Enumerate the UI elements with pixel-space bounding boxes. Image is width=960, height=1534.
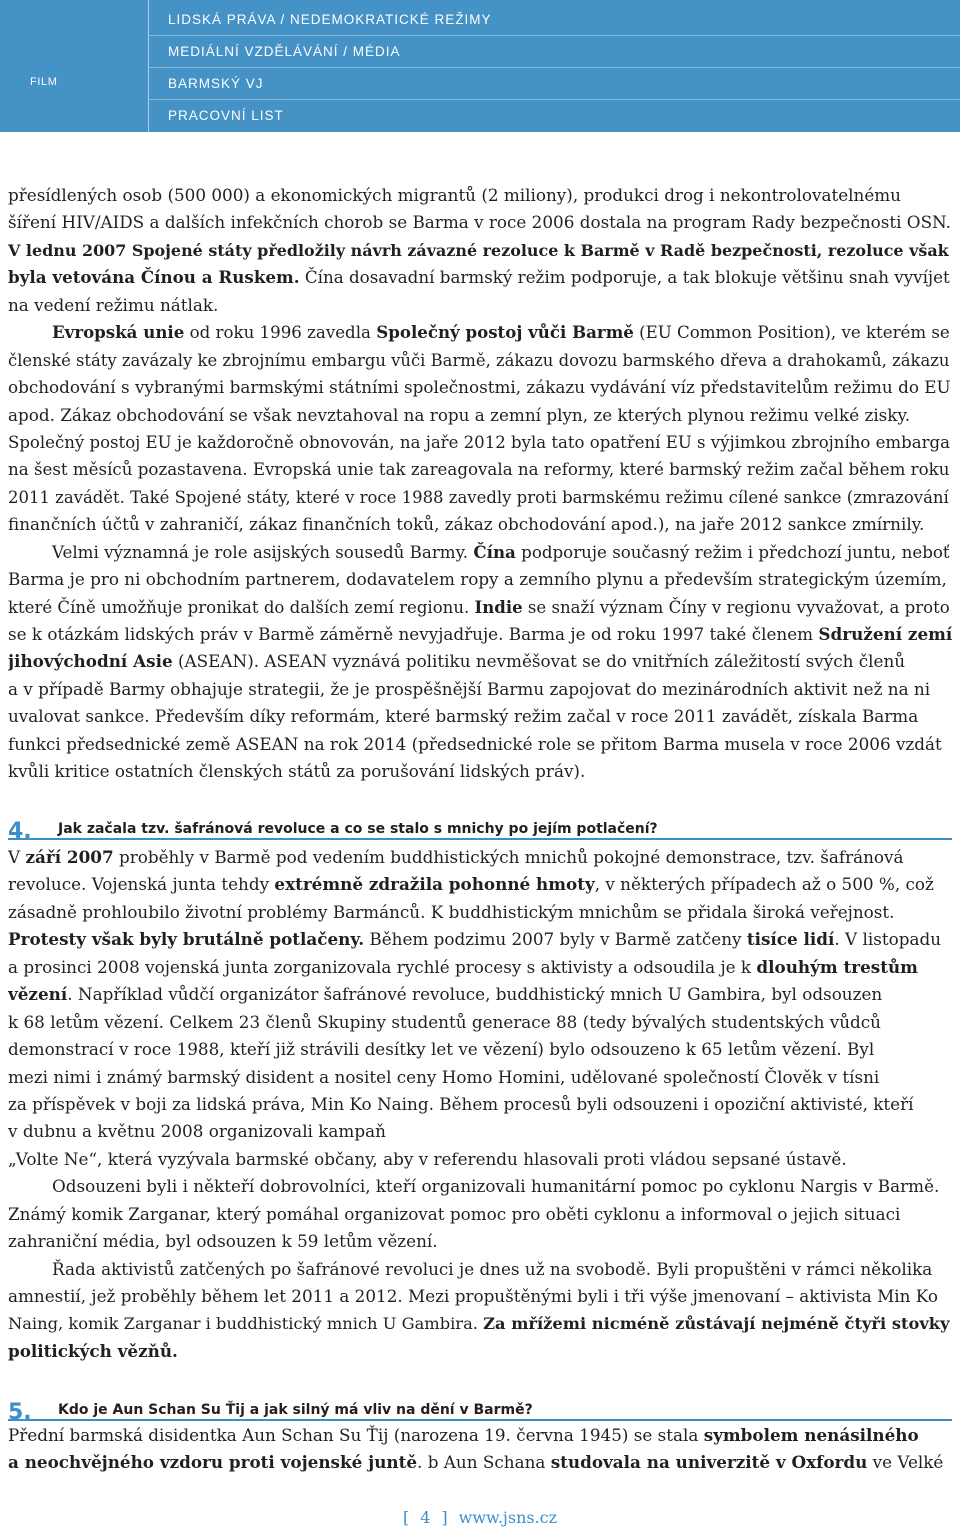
bold-text-run: září 2007 <box>25 847 114 867</box>
text-run: proběhly v Barmě pod vedením buddhistických mnichů pokojné demonstrace, tzv. šafránová <box>113 847 904 867</box>
bold-text-run: Evropská unie <box>52 322 185 343</box>
text-line <box>8 484 952 511</box>
text-run: V <box>8 847 26 867</box>
bold-text-run: vězení <box>8 984 68 1005</box>
paragraph <box>8 182 952 319</box>
page-bracket-close: ] <box>441 1508 448 1527</box>
bold-text-run: Společný postoj vůči Barmě <box>376 322 634 343</box>
text-run: kvůli kritice ostatních členských států za porušování lidských práv). <box>8 761 586 782</box>
text-line <box>8 237 952 264</box>
header-row-subject: MEDIÁLNÍ VZDĚLÁVÁNÍ / MÉDIA <box>149 36 960 68</box>
text-run: . Například vůdčí organizátor šafránové revoluce, buddhistický mnich U Gambira, byl odsouzen <box>67 984 883 1005</box>
text-line <box>8 402 952 429</box>
bold-text-run: jihovýchodní Asie <box>8 651 173 672</box>
header-section-label: FILM <box>30 76 58 88</box>
bold-text-run: dlouhým trestům <box>756 956 918 977</box>
text-line <box>8 1118 952 1145</box>
text-run: (ASEAN). ASEAN vyznává politiku nevměšovat se do vnitřních záležitostí svých členů <box>172 651 906 672</box>
bold-text-run: politických vězňů. <box>8 1340 178 1361</box>
text-run: šíření HIV/AIDS a dalších infekčních chorob se Barma v roce 2006 dostala na program Rady bezpečnosti OSN. <box>8 212 952 233</box>
text-run: přesídlených osob (500 000) a ekonomických migrantů (2 miliony), produkci drog i nekontrolovatelnému <box>8 185 901 205</box>
header-row-film-title: BARMSKÝ VJ <box>149 68 960 100</box>
text-run: Odsouzeni byli i někteří dobrovolníci, kteří organizovali humanitární pomoc po cyklonu Nargis v Barmě. <box>52 1176 940 1197</box>
text-run: Přední barmská disidentka Aun Schan Su Ťij (narozena 19. června 1945) se stala <box>8 1425 704 1445</box>
text-line <box>8 926 952 953</box>
text-run: Společný postoj EU je každoročně obnovován, na jaře 2012 byla tato opatření EU s výjimkou zbrojního embarga <box>8 432 950 452</box>
text-line <box>8 511 952 538</box>
text-run: . b Aun Schana <box>417 1452 551 1473</box>
text-run: za příspěvek v boji za lidská práva, Min Ko Naing. Během procesů byli odsouzeni i opoziční aktivisté, kteří <box>8 1093 914 1114</box>
header-band <box>0 0 960 132</box>
text-line <box>8 209 952 236</box>
text-run: uvalovat sankce. Především díky reformám, které barmský režim začal v roce 2011 zavádět, získala Barma <box>8 706 919 727</box>
paragraph <box>8 1422 952 1477</box>
text-run: členské státy zavázaly ke zbrojnímu embargu vůči Barmě, zákazu dovozu barmského dřeva a drahokamů, zákazu <box>8 350 950 370</box>
text-run: v dubnu a květnu 2008 organizovali kampaň <box>8 1121 386 1142</box>
body-text <box>8 182 952 786</box>
text-line <box>8 1422 952 1449</box>
text-run: a prosinci 2008 vojenská junta zorganizovala rychlé procesy s aktivisty a odsoudila je k <box>8 956 757 977</box>
bold-text-run: extrémně zdražila pohonné hmoty <box>274 874 595 895</box>
text-run: „Volte Ne“, která vyzývala barmské občany, aby v referendu hlasovali proti vládou sepsané ústavě. <box>8 1148 847 1169</box>
bold-text-run: studovala na univerzitě v Oxfordu <box>550 1452 868 1473</box>
text-line <box>8 1310 952 1337</box>
text-line <box>8 1146 952 1173</box>
text-line <box>8 1064 952 1091</box>
text-line <box>8 731 952 758</box>
text-line <box>8 374 952 401</box>
answer-text <box>8 844 952 1365</box>
text-line <box>8 703 952 730</box>
text-run: funkci předsednické země ASEAN na rok 2014 (předsednické role se přitom Barma musela v roce 2006 vzdát <box>8 733 942 754</box>
text-run: (EU Common Position), ve kterém se <box>633 323 950 343</box>
bold-text-run: Protesty však byly brutálně potlačeny. <box>8 929 365 950</box>
text-run: apod. Zákaz obchodování se však nevztahoval na ropu a zemní plyn, ze kterých plynou režimu velké zisky. <box>8 404 911 425</box>
text-run: 2011 zavádět. Také Spojené státy, které v roce 1988 zavedly proti barmskému režimu cílené sankce (zmrazování <box>8 487 949 507</box>
bold-text-run: V lednu 2007 Spojené státy předložily návrh závazné rezoluce k Barmě v Radě bezpečnosti, rezoluce však <box>8 240 949 260</box>
text-line <box>8 1036 952 1063</box>
page-bracket-open: [ <box>402 1508 410 1527</box>
text-line <box>8 456 952 483</box>
text-run: od roku 1996 zavedla <box>184 323 377 343</box>
paragraph <box>8 1256 952 1366</box>
text-run: Známý komik Zarganar, který pomáhal organizovat pomoc pro oběti cyklonu a informoval o jejich situaci <box>8 1203 901 1224</box>
text-line <box>8 621 952 648</box>
paragraph <box>8 539 952 786</box>
text-line <box>8 844 952 871</box>
text-run: zahraniční média, byl odsouzen k 59 letům vězení. <box>8 1231 438 1252</box>
text-line <box>8 1449 952 1476</box>
text-line <box>8 981 952 1008</box>
text-line <box>8 871 952 898</box>
text-run: Velmi významná je role asijských sousedů Barmy. <box>52 542 474 562</box>
text-run: se k otázkám lidských práv v Barmě záměrně nevyjadřuje. Barma je od roku 1997 také členem <box>8 624 819 644</box>
text-run: Čína dosavadní barmský režim podporuje, a tak blokuje většinu snah vyvíjet <box>299 267 950 288</box>
text-run: amnestií, jež proběhly během let 2011 a 2012. Mezi propuštěnými byli i tři výše jmenovaní – aktivista Min Ko <box>8 1286 938 1306</box>
text-run: Naing, komik Zarganar i buddhistický mnich U Gambira. <box>8 1314 484 1334</box>
text-line <box>8 758 952 785</box>
text-run: revoluce. Vojenská junta tehdy <box>8 874 275 895</box>
text-run: . V listopadu <box>834 929 942 950</box>
paragraph <box>8 319 952 539</box>
text-run: podporuje současný režim i předchozí juntu, neboť <box>515 542 950 562</box>
text-line <box>8 1091 952 1118</box>
text-line <box>8 1201 952 1228</box>
text-run: na šest měsíců pozastavena. Evropská unie tak zareagovala na reformy, které barmský režim začal během roku <box>8 460 950 480</box>
text-run: mezi nimi i známý barmský disident a nositel ceny Homo Homini, udělované společností Člověk v tísni <box>8 1066 880 1087</box>
text-run: se snaží význam Číny v regionu vyvažovat, a proto <box>522 597 950 617</box>
text-line <box>8 594 952 621</box>
text-line <box>8 292 952 319</box>
text-run: Barma je pro ni obchodním partnerem, dodavatelem ropy a zemního plynu a především strategickým územím, <box>8 569 947 590</box>
text-run: obchodování s vybranými barmskými státními společnostmi, zákazu vydávání víz představitelům režimu do EU <box>8 377 951 398</box>
text-line <box>8 1173 952 1200</box>
text-run: k 68 letům vězení. Celkem 23 členů Skupiny studentů generace 88 (tedy bývalých studentských vůdců <box>8 1011 881 1032</box>
text-line <box>8 899 952 926</box>
header-row-document-type: PRACOVNÍ LIST <box>168 108 284 123</box>
text-line <box>8 1228 952 1255</box>
footer <box>0 1505 960 1531</box>
text-run: na vedení režimu nátlak. <box>8 294 219 315</box>
text-run: finančních účtů v zahraničí, zákaz finančních toků, zákaz obchodování apod.), na jaře 2012 sankce zmírnily. <box>8 514 925 535</box>
paragraph <box>8 1173 952 1255</box>
text-run: Řada aktivistů zatčených po šafránové revoluci je dnes už na svobodě. Byli propuštěni v rámci několika <box>52 1258 933 1279</box>
text-run: , v některých případech až o 500 %, což <box>594 874 934 895</box>
header-row-topic: LIDSKÁ PRÁVA / NEDEMOKRATICKÉ REŽIMY <box>149 4 960 36</box>
bold-text-run: symbolem nenásilného <box>703 1425 919 1445</box>
question-heading <box>8 1393 952 1425</box>
bold-text-run: byla vetována Čínou a Ruskem. <box>8 267 300 288</box>
bold-text-run: Sdružení zemí <box>818 624 952 644</box>
text-run: které Číně umožňuje pronikat do dalších zemí regionu. <box>8 597 475 617</box>
website-link[interactable]: www.jsns.cz <box>458 1508 558 1527</box>
text-line <box>8 347 952 374</box>
bold-text-run: Indie <box>474 596 523 617</box>
question-number: 4. <box>8 819 32 844</box>
text-run: a v případě Barmy obhajuje strategii, že je prospěšnější Barmu zapojovat do mezinárodních aktivit než na ni <box>8 678 931 699</box>
text-run: zásadně prohloubilo životní problémy Barmánců. K buddhistickým mnichům se přidala široká veřejnost. <box>8 901 895 922</box>
question-text: Jak začala tzv. šafránová revoluce a co se stalo s mnichy po jejím potlačení? <box>58 821 658 837</box>
question-heading <box>8 812 952 844</box>
bold-text-run: a neochvějného vzdoru proti vojenské juntě <box>8 1452 418 1473</box>
text-run: Během podzimu 2007 byly v Barmě zatčeny <box>364 929 747 950</box>
text-line <box>8 954 952 981</box>
text-line <box>8 539 952 566</box>
paragraph <box>8 844 952 1173</box>
text-line <box>8 429 952 456</box>
text-line <box>8 319 952 346</box>
text-line <box>8 1283 952 1310</box>
text-line <box>8 676 952 703</box>
question-number: 5. <box>8 1400 32 1425</box>
text-line <box>8 1009 952 1036</box>
page-number: 4 <box>420 1508 431 1527</box>
answer-text <box>8 1422 952 1477</box>
text-line <box>8 264 952 291</box>
text-line <box>8 566 952 593</box>
bold-text-run: Čína <box>473 541 516 562</box>
text-line <box>8 648 952 675</box>
text-line <box>8 1338 952 1365</box>
text-line <box>8 1256 952 1283</box>
text-run: demonstrací v roce 1988, kteří již strávili desítky let ve vězení) bylo odsouzeno k 65 letům vězení. Byl <box>8 1039 875 1060</box>
bold-text-run: tisíce lidí <box>746 929 835 950</box>
bold-text-run: Za mřížemi nicméně zůstávají nejméně čtyři stovky <box>483 1314 950 1334</box>
text-line <box>8 182 952 209</box>
text-run: ve Velké <box>867 1452 944 1473</box>
question-text: Kdo je Aun Schan Su Ťij a jak silný má vliv na dění v Barmě? <box>58 1402 533 1418</box>
